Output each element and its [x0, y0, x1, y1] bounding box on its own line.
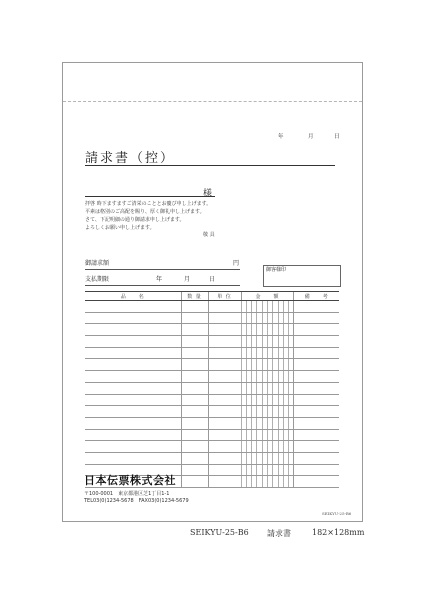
perforation-line [63, 101, 362, 102]
date-year-label: 年 [278, 134, 284, 140]
cell-remarks [294, 476, 339, 488]
table-row [85, 382, 339, 394]
caption-name: 請求書 [267, 529, 291, 538]
cell-remarks [294, 406, 339, 418]
cell-quantity [181, 336, 208, 348]
cell-unit [208, 394, 241, 406]
company-name: 日本伝票株式会社 [84, 474, 176, 487]
recipient-line [85, 196, 215, 197]
recipient-suffix: 様 [203, 189, 213, 199]
payment-day-label: 日 [209, 276, 216, 283]
message-line-3: さて、下記明細の通り御請求申し上げます。 [85, 217, 185, 223]
cell-quantity [181, 441, 208, 453]
page-title: 請求書（控） [85, 151, 176, 166]
cell-remarks [294, 429, 339, 441]
cell-quantity [181, 429, 208, 441]
cell-item-name [85, 347, 181, 359]
cell-item-name [85, 452, 181, 464]
cell-quantity [181, 301, 208, 313]
company-address: 〒100-0001 東京都港区芝1丁目1-1 [84, 491, 170, 497]
cell-item-name [85, 312, 181, 324]
table-row [85, 336, 339, 348]
cell-item-name [85, 417, 181, 429]
cell-unit [208, 359, 241, 371]
stamp-label: 御客様印 [266, 267, 287, 273]
cell-quantity [181, 324, 208, 336]
company-contact: TEL03(0)1234-5678 FAX03(0)1234-5679 [84, 498, 189, 504]
cell-remarks [294, 464, 339, 476]
cell-unit [208, 441, 241, 453]
cell-item-name [85, 394, 181, 406]
cell-unit [208, 429, 241, 441]
table-row [85, 441, 339, 453]
cell-unit [208, 406, 241, 418]
amount-unit: 円 [233, 260, 240, 267]
cell-remarks [294, 312, 339, 324]
payment-underline [85, 285, 240, 286]
invoice-copy-form [62, 62, 363, 522]
message-line-4: よろしくお願い申し上げます。 [85, 225, 155, 231]
cell-unit [208, 347, 241, 359]
cell-quantity [181, 382, 208, 394]
table-row [85, 406, 339, 418]
title-underline [85, 165, 335, 166]
cell-unit [208, 312, 241, 324]
cell-item-name [85, 371, 181, 383]
cell-unit [208, 476, 241, 488]
table-row [85, 429, 339, 441]
customer-stamp-box [263, 265, 341, 287]
header-quantity: 数 量 [181, 292, 208, 301]
payment-due-label: 支払期限 [85, 276, 110, 283]
cell-item-name [85, 441, 181, 453]
items-table [85, 291, 339, 488]
caption-size: 182×128mm [312, 528, 365, 537]
table-row [85, 324, 339, 336]
cell-item-name [85, 359, 181, 371]
closing-text: 敬 具 [203, 232, 215, 238]
cell-item-name [85, 406, 181, 418]
header-amount: 金 額 [241, 292, 294, 301]
header-unit: 単 位 [208, 292, 241, 301]
items-body [85, 301, 339, 488]
cell-remarks [294, 382, 339, 394]
cell-quantity [181, 359, 208, 371]
cell-item-name [85, 382, 181, 394]
cell-quantity [181, 476, 208, 488]
cell-quantity [181, 312, 208, 324]
cell-unit [208, 452, 241, 464]
header-remarks: 備 考 [294, 292, 339, 301]
cell-quantity [181, 347, 208, 359]
table-row [85, 347, 339, 359]
cell-quantity [181, 394, 208, 406]
cell-remarks [294, 452, 339, 464]
date-month-label: 月 [308, 134, 314, 140]
cell-unit [208, 371, 241, 383]
caption-code: SEIKYU-25-B6 [190, 528, 249, 537]
cell-remarks [294, 359, 339, 371]
cell-unit [208, 382, 241, 394]
cell-unit [208, 464, 241, 476]
amount-underline [85, 269, 240, 270]
table-row [85, 417, 339, 429]
cell-unit [208, 324, 241, 336]
cell-remarks [294, 394, 339, 406]
message-line-1: 拝啓 時下ますますご清栄のこととお慶び申し上げます。 [85, 201, 212, 207]
amount-label: 御請求額 [85, 260, 110, 267]
cell-remarks [294, 336, 339, 348]
table-row [85, 312, 339, 324]
date-day-label: 日 [334, 134, 340, 140]
table-row [85, 371, 339, 383]
cell-quantity [181, 371, 208, 383]
payment-year-label: 年 [156, 276, 163, 283]
cell-item-name [85, 336, 181, 348]
cell-unit [208, 336, 241, 348]
cell-unit [208, 417, 241, 429]
cell-quantity [181, 406, 208, 418]
table-row [85, 359, 339, 371]
table-row [85, 301, 339, 313]
items-header-row [85, 292, 339, 301]
cell-quantity [181, 452, 208, 464]
cell-unit [208, 301, 241, 313]
cell-remarks [294, 324, 339, 336]
table-row [85, 452, 339, 464]
table-row [85, 394, 339, 406]
header-item-name: 品 名 [85, 292, 181, 301]
message-line-2: 平素は格別のご高配を賜り、厚く御礼申し上げます。 [85, 209, 205, 215]
cell-quantity [181, 417, 208, 429]
cell-item-name [85, 324, 181, 336]
cell-remarks [294, 347, 339, 359]
form-code-small: SEIKYU-25-B6 [322, 511, 352, 516]
cell-remarks [294, 417, 339, 429]
payment-month-label: 月 [184, 276, 191, 283]
cell-remarks [294, 371, 339, 383]
cell-remarks [294, 441, 339, 453]
cell-remarks [294, 301, 339, 313]
cell-quantity [181, 464, 208, 476]
cell-item-name [85, 429, 181, 441]
cell-item-name [85, 301, 181, 313]
